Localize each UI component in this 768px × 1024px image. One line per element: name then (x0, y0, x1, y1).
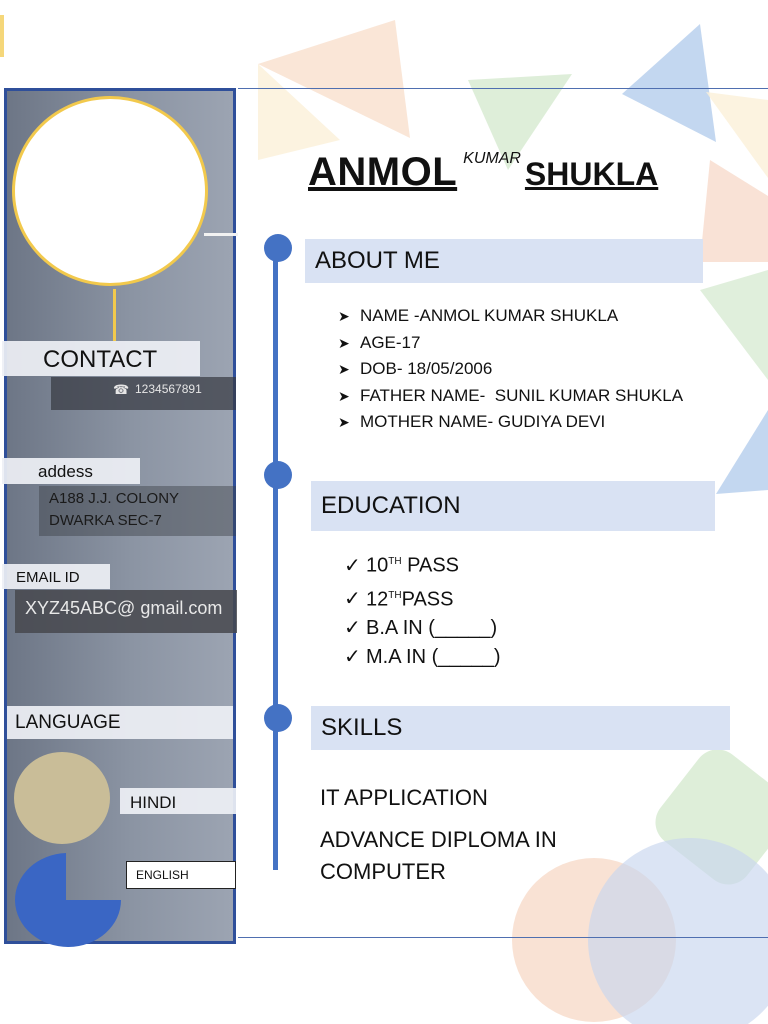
skill-it-application: IT APPLICATION (320, 785, 488, 810)
checkmark-icon: ✓ (344, 646, 361, 669)
list-item: ✓ B.A IN (_____) (344, 614, 501, 643)
bg-triangle-orange-right (700, 160, 768, 262)
list-item: ➤ FATHER NAME- SUNIL KUMAR SHUKLA (338, 383, 683, 410)
english-proficiency-slice (15, 853, 121, 947)
language-heading: LANGUAGE (7, 706, 233, 739)
skill-advance-diploma-line-1: ADVANCE DIPLOMA IN (320, 827, 557, 852)
list-item: ➤ NAME -ANMOL KUMAR SHUKLA (338, 303, 683, 330)
photo-connector-link (204, 233, 238, 236)
full-name (308, 150, 658, 195)
last-name: SHUKLA (524, 156, 659, 192)
about-list (338, 303, 683, 436)
language-hindi: HINDI (120, 788, 236, 814)
timeline-dot-about (264, 234, 292, 262)
middle-name: KUMAR (463, 150, 521, 167)
email-heading: EMAIL ID (2, 564, 110, 589)
hindi-proficiency-circle (14, 752, 110, 844)
skill-advance-diploma-line-2: COMPUTER (320, 859, 446, 884)
email-address: XYZ45ABC@ gmail.com (25, 598, 223, 618)
arrow-bullet-icon: ➤ (338, 308, 350, 324)
about-heading: ABOUT ME (305, 239, 703, 283)
phone-box (51, 377, 236, 410)
arrow-bullet-icon: ➤ (338, 387, 350, 404)
english-proficiency-chart (14, 850, 124, 950)
timeline-dot-skills (264, 704, 292, 732)
contact-heading: CONTACT (2, 341, 200, 376)
email-box (15, 590, 237, 633)
address-heading: addess (2, 458, 140, 484)
telephone-icon: ☎ (113, 382, 130, 397)
checkmark-icon: ✓ (344, 554, 361, 577)
checkmark-icon: ✓ (344, 588, 361, 611)
bg-triangle-green-right (700, 270, 768, 380)
phone-number: 1234567891 (135, 382, 202, 396)
list-item: ✓ 10TH PASS (344, 547, 501, 581)
timeline-dot-education (264, 461, 292, 489)
list-item: ➤ MOTHER NAME- GUDIYA DEVI (338, 409, 683, 436)
address-line-2: DWARKA SEC-7 (49, 512, 162, 529)
arrow-bullet-icon: ➤ (338, 334, 350, 351)
list-item: ✓ 12THPASS (344, 581, 501, 615)
checkmark-icon: ✓ (344, 617, 361, 640)
education-list (344, 547, 501, 672)
arrow-bullet-icon: ➤ (338, 414, 350, 430)
bottom-rule (238, 937, 768, 938)
address-line-1: A188 J.J. COLONY (49, 490, 180, 507)
profile-photo-placeholder (12, 96, 208, 286)
address-box (39, 486, 236, 536)
list-item: ✓ M.A IN (_____) (344, 643, 501, 672)
education-heading: EDUCATION (311, 481, 715, 531)
corner-accent-mark (0, 15, 4, 57)
bg-triangle-blue (622, 24, 716, 142)
timeline-line (273, 248, 278, 870)
language-english: ENGLISH (126, 861, 236, 889)
arrow-bullet-icon: ➤ (338, 361, 350, 377)
photo-connector-stem (113, 289, 116, 341)
first-name: ANMOL (308, 150, 458, 194)
bg-triangle-blue-right (716, 410, 768, 494)
list-item: ➤ AGE-17 (338, 330, 683, 357)
top-rule (238, 88, 768, 89)
skills-heading: SKILLS (311, 706, 730, 750)
list-item: ➤ DOB- 18/05/2006 (338, 356, 683, 383)
